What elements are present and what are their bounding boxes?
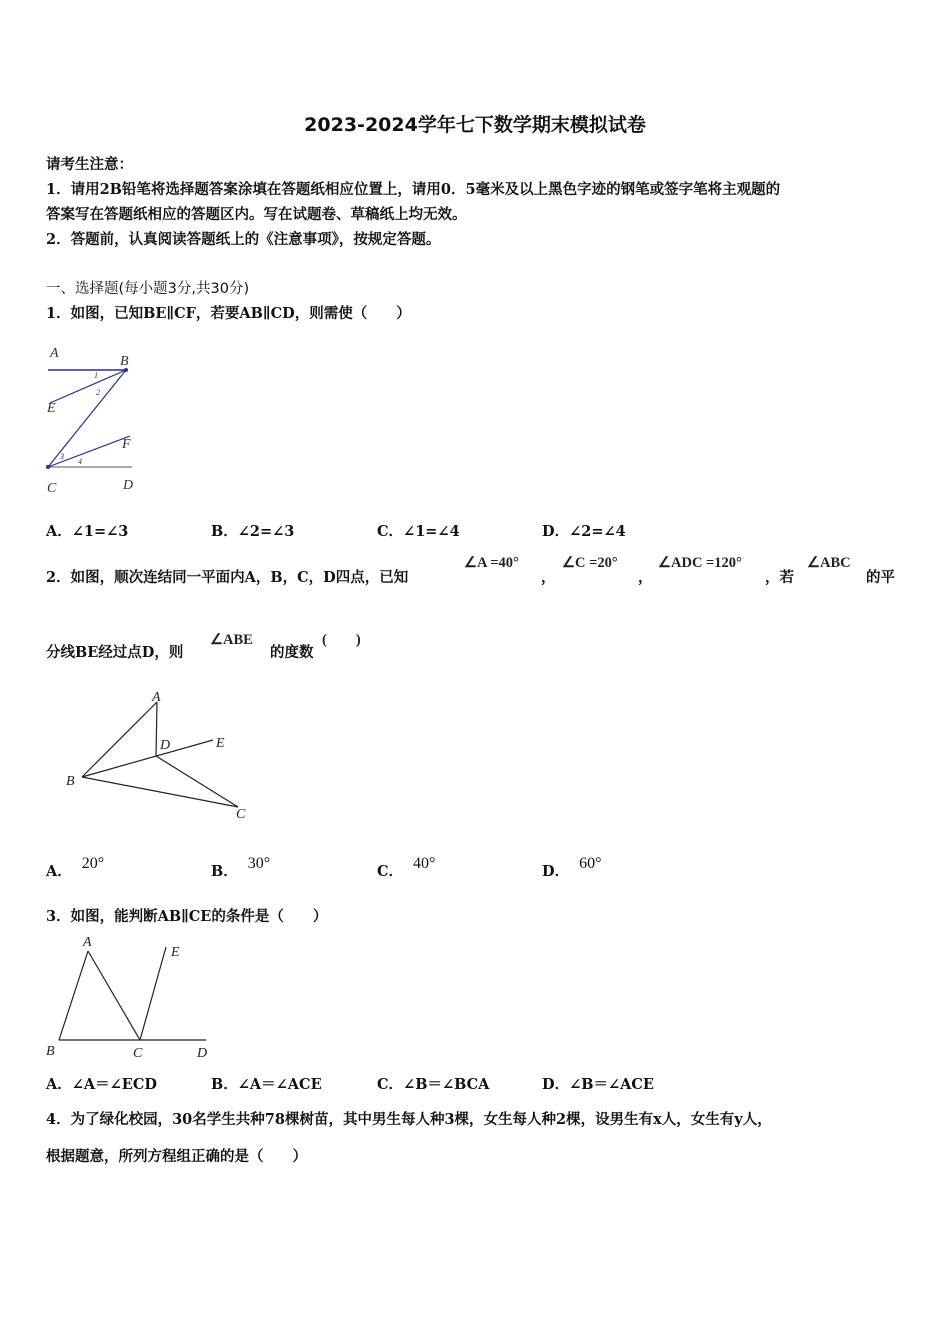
- q1-angle-4: 4: [78, 457, 82, 466]
- notice-item-1-line-1: 1．请用2B铅笔将选择题答案涂填在答题纸相应位置上，请用0．5毫米及以上黑色字迹的钢笔或签字笔将主观题的: [46, 181, 781, 198]
- q3-option-c[interactable]: C．∠B＝∠BCA: [377, 1076, 490, 1093]
- q2-cond-angle-abc: ∠ABC: [807, 555, 851, 571]
- page-title: 2023-2024学年七下数学期末模拟试卷: [304, 114, 646, 136]
- q2-stem-tail: 的平: [866, 569, 895, 586]
- q1-label-d: D: [123, 478, 134, 493]
- q3-option-b[interactable]: B．∠A＝∠ACE: [211, 1076, 322, 1093]
- q1-label-e: E: [47, 401, 56, 416]
- section-heading: 一、选择题(每小题3分,共30分): [46, 281, 250, 297]
- q2-stem-line-2-tail: 的度数: [270, 644, 314, 661]
- q2-line-ad: [156, 702, 157, 756]
- q1-angle-2: 2: [96, 388, 100, 397]
- q2-paren: ( ): [322, 632, 361, 648]
- q1-angle-3: 3: [60, 452, 64, 461]
- q2-option-c[interactable]: [377, 855, 436, 881]
- q2-option-a-value: 20°: [81, 855, 105, 872]
- q2-option-b[interactable]: [211, 855, 271, 881]
- q2-line-be: [82, 740, 213, 777]
- q2-line-ab: [82, 702, 157, 777]
- q3-label-a: A: [83, 935, 92, 950]
- q3-line-ce: [140, 947, 166, 1040]
- q2-option-d[interactable]: [542, 855, 602, 881]
- q1-option-b[interactable]: B．∠2=∠3: [211, 523, 295, 540]
- q2-angle-abe: ∠ABE: [210, 632, 253, 648]
- q2-sep-2: ，: [638, 569, 653, 586]
- q2-cond-angle-c: ∠C =20°: [562, 555, 618, 571]
- q1-option-a[interactable]: A．∠1=∠3: [46, 523, 129, 540]
- q2-stem-line-1: 2．如图，顺次连结同一平面内A，B，C，D四点，已知: [46, 569, 409, 586]
- q1-point-c: [46, 465, 50, 469]
- q2-option-a-letter: A．: [46, 863, 72, 880]
- q3-label-b: B: [46, 1044, 55, 1059]
- q3-line-ab: [59, 951, 88, 1040]
- q1-label-a: A: [50, 346, 59, 361]
- q4-stem-line-2: 根据题意，所列方程组正确的是（ ）: [46, 1148, 307, 1165]
- q2-option-c-letter: C．: [377, 863, 404, 880]
- q2-label-d: D: [160, 738, 171, 753]
- q2-label-e: E: [216, 736, 225, 751]
- q1-label-f: F: [122, 437, 131, 452]
- q2-option-d-letter: D．: [542, 863, 570, 880]
- q2-cond-angle-a: ∠A =40°: [464, 555, 519, 571]
- q3-label-d: D: [197, 1046, 208, 1061]
- q1-figure: [40, 340, 150, 500]
- q3-option-d[interactable]: D．∠B＝∠ACE: [542, 1076, 654, 1093]
- q3-line-ac: [88, 951, 140, 1040]
- q3-option-a[interactable]: A．∠A＝∠ECD: [46, 1076, 157, 1093]
- q1-label-c: C: [47, 481, 57, 496]
- q2-stem-line-2: 分线BE经过点D，则: [46, 644, 184, 661]
- q3-stem: 3．如图，能判断AB∥CE的条件是（ ）: [46, 908, 328, 925]
- q2-option-a[interactable]: [46, 855, 105, 881]
- q3-figure: [40, 930, 220, 1065]
- q1-option-d[interactable]: D．∠2=∠4: [542, 523, 626, 540]
- q4-stem-line-1: 4．为了绿化校园，30名学生共种78棵树苗，其中男生每人种3棵，女生每人种2棵，设男生有x人，女生有y人，: [46, 1111, 772, 1128]
- q1-line-be: [50, 370, 126, 403]
- q2-option-d-value: 60°: [579, 855, 602, 872]
- q2-label-b: B: [66, 774, 75, 789]
- q1-option-c[interactable]: C．∠1=∠4: [377, 523, 460, 540]
- notice-heading: 请考生注意：: [46, 156, 133, 173]
- q3-label-c: C: [133, 1046, 143, 1061]
- q2-option-b-value: 30°: [247, 855, 271, 872]
- q2-figure: [60, 685, 260, 825]
- q2-cond-angle-adc: ∠ADC =120°: [658, 555, 742, 571]
- q2-mid-text: ，若: [765, 569, 794, 586]
- q2-option-b-letter: B．: [211, 863, 238, 880]
- q2-label-a: A: [152, 690, 161, 705]
- q1-angle-1: 1: [94, 371, 98, 380]
- q2-option-c-value: 40°: [413, 855, 436, 872]
- q2-sep-1: ，: [541, 569, 556, 586]
- q3-label-e: E: [171, 945, 180, 960]
- notice-item-2: 2．答题前，认真阅读答题纸上的《注意事项》，按规定答题。: [46, 231, 441, 248]
- q2-label-c: C: [236, 807, 246, 822]
- notice-item-1-line-2: 答案写在答题纸相应的答题区内。写在试题卷、草稿纸上均无效。: [46, 206, 467, 223]
- q1-label-b: B: [120, 354, 129, 369]
- q1-stem: 1．如图，已知BE∥CF，若要AB∥CD，则需使（ ）: [46, 305, 411, 322]
